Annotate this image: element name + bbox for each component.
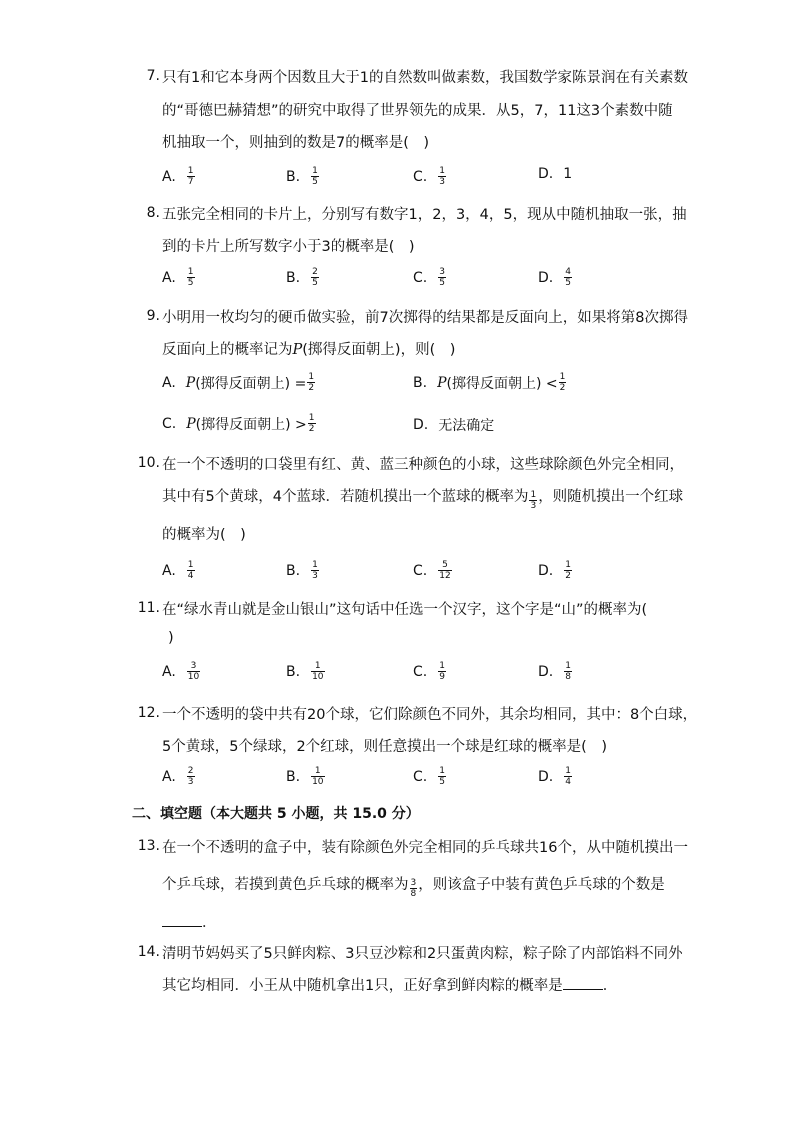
denominator: 2	[559, 383, 566, 393]
denominator: 5	[439, 777, 445, 787]
fraction	[311, 560, 319, 581]
option-label: B.	[286, 562, 301, 579]
numerator: 1	[439, 661, 445, 671]
fraction	[311, 766, 324, 787]
math-variable: P	[186, 415, 196, 432]
option-d	[538, 560, 573, 581]
option-label: A.	[162, 374, 176, 391]
option-label: D.	[538, 768, 554, 785]
option-c	[413, 661, 447, 682]
option-value: (掷得反面朝上) =	[195, 375, 307, 392]
denominator: 2	[565, 571, 571, 581]
numerator: 2	[187, 766, 194, 776]
option-label: A.	[162, 768, 176, 785]
denominator: 2	[308, 424, 315, 434]
option-label: D.	[538, 663, 554, 680]
fraction	[438, 661, 446, 682]
option-label: D.	[538, 166, 554, 182]
option-label: B.	[286, 768, 301, 785]
fraction	[308, 413, 316, 434]
option-c	[413, 766, 447, 787]
question-number: 12.	[137, 705, 160, 721]
math-variable: P	[185, 374, 196, 391]
numerator: 1	[187, 267, 194, 277]
option-c	[413, 560, 453, 581]
denominator: 5	[312, 177, 318, 187]
fraction	[438, 766, 446, 787]
option-b	[286, 766, 326, 787]
numerator: 2	[312, 267, 318, 277]
numerator: 1	[314, 766, 321, 776]
question-text: 一个不透明的袋中共有20个球，它们除颜色不同外，其余均相同，其中：8个白球，	[162, 707, 698, 723]
option-a	[162, 661, 201, 682]
answer-blank-line	[162, 911, 217, 932]
fraction	[564, 267, 572, 288]
numerator: 1	[308, 372, 315, 382]
question-number: 9.	[146, 308, 160, 324]
denominator: 3	[187, 777, 194, 787]
fraction	[187, 166, 195, 187]
denominator: 3	[439, 177, 445, 187]
numerator: 1	[308, 413, 315, 423]
option-c	[162, 413, 317, 434]
denominator: 8	[410, 889, 417, 899]
fraction	[564, 661, 572, 682]
option-value: (掷得反面朝上) >	[195, 416, 307, 433]
question-text: 在一个不透明的口袋里有红、黄、蓝三种颜色的小球，这些球除颜色外完全相同，	[162, 457, 684, 473]
option-a	[162, 372, 316, 393]
option-c	[413, 166, 447, 187]
question-text: 在“绿水青山就是金山银山”这句话中任选一个汉字，这个字是“山”的概率为(	[162, 602, 648, 618]
denominator: 3	[312, 571, 318, 581]
numerator: 5	[442, 560, 448, 570]
option-d	[413, 415, 494, 435]
denominator: 3	[530, 501, 537, 511]
numerator: 3	[439, 267, 445, 277]
fraction	[187, 766, 195, 787]
fraction	[187, 661, 200, 682]
option-d	[538, 166, 572, 182]
numerator: 1	[565, 661, 571, 671]
math-variable: P	[292, 342, 303, 358]
text-run: 个乒乓球，若摸到黄色乒乓球的概率为	[162, 877, 409, 893]
option-label: A.	[162, 562, 176, 579]
option-label: C.	[413, 562, 428, 579]
option-b	[286, 661, 326, 682]
question-number: 10.	[137, 455, 160, 471]
text-run: ．	[602, 978, 618, 994]
option-label: D.	[538, 562, 554, 579]
fraction	[438, 267, 446, 288]
numerator: 1	[439, 766, 445, 776]
fraction	[311, 267, 319, 288]
question-text: 在一个不透明的盒子中，装有除颜色外完全相同的乒乓球共16个，从中随机摸出一	[162, 840, 688, 856]
question-number: 7.	[146, 68, 160, 84]
numerator: 1	[565, 766, 571, 776]
option-value: 1	[563, 166, 573, 182]
option-value: 无法确定	[438, 418, 495, 434]
question-text	[162, 338, 455, 359]
option-value: (掷得反面朝上) <	[446, 375, 558, 392]
option-c	[413, 267, 447, 288]
numerator: 1	[312, 560, 318, 570]
question-text: 小明用一枚均匀的硬币做实验，前7次掷得的结果都是反面向上，如果将第8次掷得	[162, 310, 688, 326]
fraction	[438, 166, 446, 187]
text-run: ，则随机摸出一个红球	[538, 489, 684, 505]
option-label: C.	[413, 663, 428, 680]
fraction	[438, 560, 451, 581]
fraction	[311, 661, 324, 682]
option-label: C.	[413, 269, 428, 286]
denominator: 5	[565, 278, 571, 288]
numerator: 1	[312, 166, 318, 176]
option-label: A.	[162, 168, 176, 185]
question-text: 清明节妈妈买了5只鲜肉粽、3只豆沙粽和2只蛋黄肉粽，粽子除了内部馅料不同外	[162, 946, 683, 962]
section-heading: 二、填空题（本大题共 5 小题，共 15.0 分）	[132, 806, 420, 822]
numerator: 1	[187, 166, 194, 176]
option-a	[162, 166, 196, 187]
answer-blank[interactable]	[162, 914, 202, 927]
fraction	[410, 878, 418, 899]
denominator: 9	[439, 672, 445, 682]
option-b	[413, 372, 567, 393]
question-number: 14.	[137, 944, 160, 960]
option-d	[538, 661, 573, 682]
option-b	[286, 166, 320, 187]
denominator: 4	[565, 777, 571, 787]
option-label: C.	[413, 768, 428, 785]
question-text: 5个黄球，5个绿球，2个红球，则任意摸出一个球是红球的概率是( )	[162, 739, 607, 755]
denominator: 7	[187, 177, 194, 187]
question-text: 到的卡片上所写数字小于3的概率是( )	[162, 239, 415, 255]
numerator: 1	[439, 166, 445, 176]
option-label: D.	[538, 269, 554, 286]
question-text: 的“哥德巴赫猜想”的研究中取得了世界领先的成果．从5，7，11这3个素数中随	[162, 103, 673, 119]
denominator: 8	[565, 672, 571, 682]
numerator: 3	[410, 878, 417, 888]
numerator: 1	[559, 372, 566, 382]
question-number: 8.	[146, 205, 160, 221]
question-text: 只有1和它本身两个因数且大于1的自然数叫做素数，我国数学家陈景润在有关素数	[162, 70, 688, 86]
numerator: 1	[565, 560, 571, 570]
fraction	[564, 766, 572, 787]
denominator: 10	[187, 672, 200, 682]
question-text: )	[168, 630, 174, 646]
fraction	[529, 490, 537, 511]
numerator: 4	[565, 267, 571, 277]
option-b	[286, 560, 320, 581]
question-number: 11.	[137, 600, 160, 616]
text-run: 反面向上的概率记为	[162, 342, 293, 358]
question-text	[162, 873, 665, 899]
question-number: 13.	[137, 838, 160, 854]
denominator: 10	[312, 777, 324, 787]
math-variable: P	[437, 374, 447, 391]
question-text: 的概率为( )	[162, 527, 246, 543]
option-d	[538, 267, 573, 288]
question-text	[162, 485, 683, 511]
fraction	[187, 267, 195, 288]
text-run: ．	[202, 915, 217, 931]
option-label: C.	[413, 168, 428, 185]
option-label: A.	[162, 663, 176, 680]
denominator: 5	[187, 278, 194, 288]
answer-blank[interactable]	[563, 977, 603, 990]
denominator: 5	[439, 278, 445, 288]
text-run: 其中有5个黄球，4个蓝球．若随机摸出一个蓝球的概率为	[162, 489, 529, 505]
denominator: 4	[187, 571, 194, 581]
numerator: 3	[190, 661, 197, 671]
fraction	[564, 560, 572, 581]
question-text: 五张完全相同的卡片上，分别写有数字1，2，3，4，5，现从中随机抽取一张，抽	[162, 207, 687, 223]
option-label: B.	[286, 168, 301, 185]
numerator: 1	[187, 560, 194, 570]
text-run: ，则该盒子中装有黄色乒乓球的个数是	[418, 877, 665, 893]
option-label: D.	[413, 417, 429, 433]
fraction	[307, 372, 315, 393]
option-a	[162, 560, 196, 581]
option-b	[286, 267, 320, 288]
option-label: B.	[286, 269, 301, 286]
option-label: B.	[286, 663, 301, 680]
option-label: C.	[162, 415, 177, 432]
text-run: (掷得反面朝上)，则( )	[302, 342, 456, 358]
fraction	[187, 560, 195, 581]
numerator: 1	[314, 661, 321, 671]
question-text	[162, 974, 617, 995]
denominator: 5	[312, 278, 318, 288]
option-label: B.	[413, 374, 428, 391]
fraction	[559, 372, 567, 393]
denominator: 2	[308, 383, 315, 393]
option-a	[162, 267, 196, 288]
denominator: 10	[312, 672, 324, 682]
question-text: 机抽取一个，则抽到的数是7的概率是( )	[162, 135, 430, 151]
text-run: 其它均相同．小王从中随机拿出1只，正好拿到鲜肉粽的概率是	[162, 978, 563, 994]
fraction	[311, 166, 319, 187]
numerator: 1	[530, 490, 537, 500]
option-label: A.	[162, 269, 176, 286]
denominator: 12	[439, 571, 451, 581]
option-d	[538, 766, 573, 787]
option-a	[162, 766, 196, 787]
